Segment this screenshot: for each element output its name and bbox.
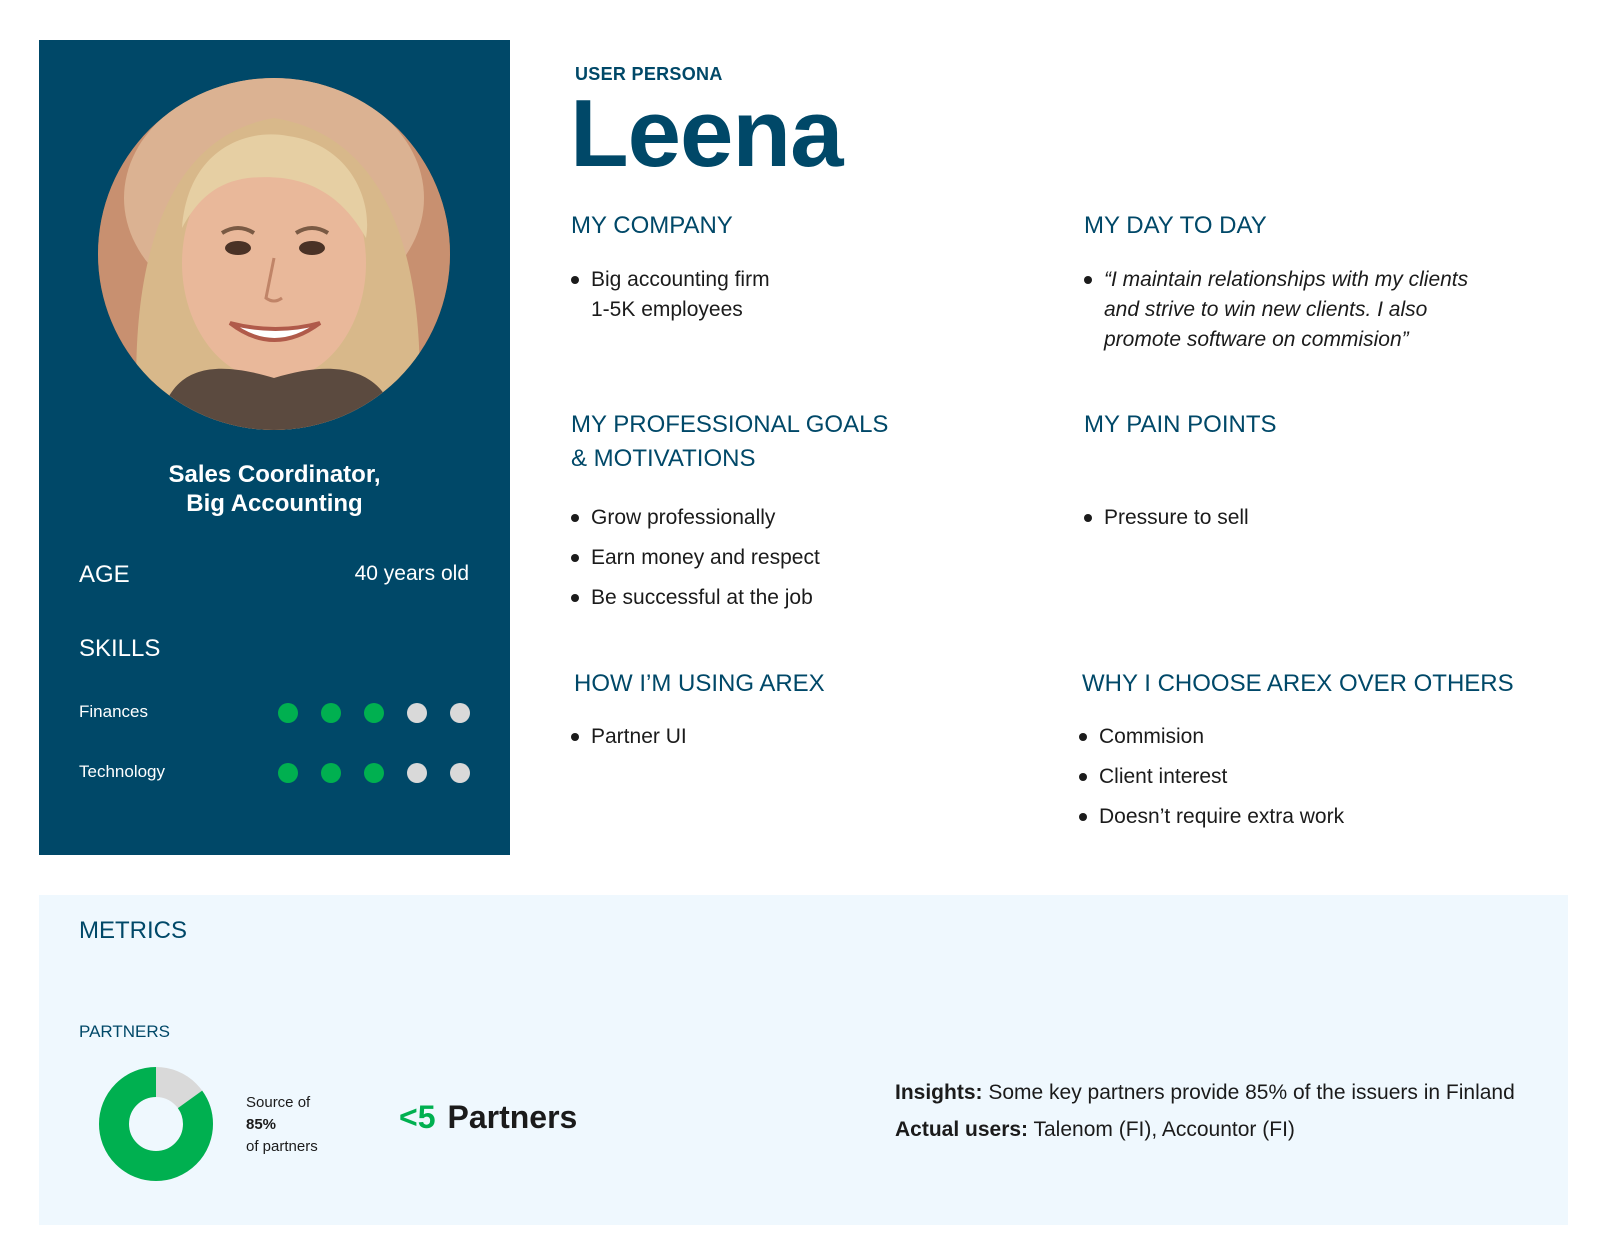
donut-caption-line: of partners	[246, 1138, 318, 1155]
skills-label: SKILLS	[79, 635, 161, 662]
skill-name: Technology	[79, 762, 166, 781]
list-item: Big accounting firm 1-5K employees	[571, 265, 971, 325]
donut-caption-percent: 85%	[246, 1116, 277, 1133]
list-item: Partner UI	[571, 722, 971, 752]
actual-users-label: Actual users:	[895, 1118, 1029, 1141]
partners-count-word: Partners	[447, 1099, 578, 1135]
company-list	[571, 265, 971, 325]
section-title-day-to-day: MY DAY TO DAY	[1084, 212, 1267, 239]
partners-label: PARTNERS	[79, 1022, 171, 1041]
persona-role-line: Big Accounting	[186, 490, 363, 517]
skill-dot-filled	[364, 703, 384, 723]
section-title-goals: MY PROFESSIONAL GOALS & MOTIVATIONS	[571, 411, 889, 472]
skill-rating	[278, 763, 470, 783]
skill-dot-filled	[278, 763, 298, 783]
skill-rating	[278, 703, 470, 723]
persona-role	[39, 460, 510, 518]
skill-dot-empty	[450, 703, 470, 723]
persona-name: Leena	[570, 80, 843, 187]
insights-label: Insights:	[895, 1081, 983, 1104]
section-title-why: WHY I CHOOSE AREX OVER OTHERS	[1082, 670, 1514, 697]
skill-dot-filled	[364, 763, 384, 783]
skill-row-technology	[79, 758, 470, 788]
age-value: 40 years old	[354, 562, 469, 585]
why-list	[1079, 722, 1519, 842]
skill-name: Finances	[79, 702, 148, 721]
skill-dot-empty	[407, 703, 427, 723]
skill-dot-filled	[321, 703, 341, 723]
partners-count-value: <5	[399, 1099, 436, 1135]
persona-profile-card	[39, 40, 510, 855]
list-item: Pressure to sell	[1084, 503, 1504, 533]
metrics-panel	[39, 895, 1568, 1225]
section-title-using: HOW I’M USING AREX	[574, 670, 825, 697]
section-title-pain-points: MY PAIN POINTS	[1084, 411, 1277, 438]
skill-dot-filled	[278, 703, 298, 723]
skill-row-finances	[79, 698, 470, 728]
actual-users-body: Talenom (FI), Accountor (FI)	[1028, 1118, 1295, 1141]
skill-dot-empty	[450, 763, 470, 783]
age-label: AGE	[79, 561, 130, 588]
donut-caption	[246, 1092, 318, 1158]
metrics-title: METRICS	[79, 917, 187, 944]
using-list	[571, 722, 971, 752]
partners-donut-chart	[99, 1067, 213, 1181]
section-title-company: MY COMPANY	[571, 212, 733, 239]
day-to-day-list	[1084, 265, 1504, 355]
pain-points-list	[1084, 503, 1504, 533]
actual-users-text	[895, 1115, 1515, 1145]
skill-dot-empty	[407, 763, 427, 783]
list-item: Doesn’t require extra work	[1079, 802, 1519, 832]
persona-role-line: Sales Coordinator,	[168, 461, 381, 488]
list-item: Grow professionally	[571, 503, 971, 533]
persona-eyebrow: USER PERSONA	[575, 64, 723, 84]
skill-dot-filled	[321, 763, 341, 783]
list-item: Earn money and respect	[571, 543, 971, 573]
partners-count	[399, 1099, 577, 1136]
insights-body: Some key partners provide 85% of the issuers in Finland	[982, 1081, 1515, 1104]
insights-text	[895, 1078, 1515, 1108]
list-item: Be successful at the job	[571, 583, 971, 613]
insights-block	[895, 1078, 1515, 1152]
donut-caption-line: Source of	[246, 1094, 311, 1111]
donut-caption-value	[246, 1114, 318, 1136]
persona-avatar	[98, 78, 450, 430]
goals-list	[571, 503, 971, 623]
list-item: Client interest	[1079, 762, 1519, 792]
list-item: Commision	[1079, 722, 1519, 752]
list-item: “I maintain relationships with my clients and strive to win new clients. I also promote software on commision”	[1084, 265, 1504, 355]
